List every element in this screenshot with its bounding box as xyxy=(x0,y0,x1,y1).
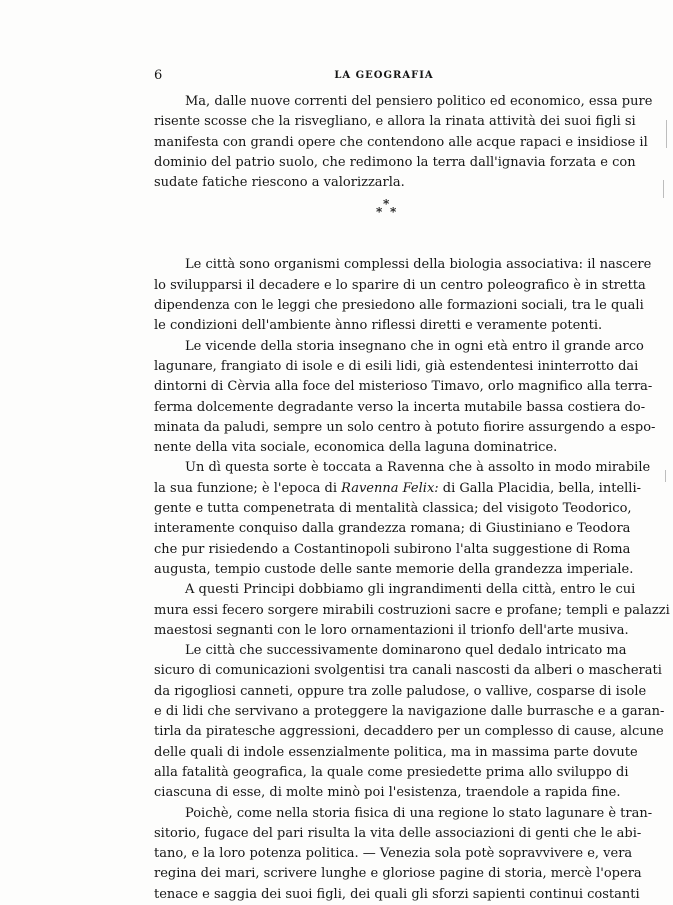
italic-title: Ravenna Felix: xyxy=(341,480,439,496)
paragraph-block-2 xyxy=(154,255,670,905)
text-line: lo svilupparsi il decadere e lo sparire di un centro poleografico è in stretta xyxy=(154,277,646,293)
asterism-star-left: * xyxy=(376,205,383,219)
text-line: le condizioni dell'ambiente ànno riflessi diretti e veramente potenti. xyxy=(154,318,603,334)
text-line: manifesta con grandi opere che contendono alle acque rapaci e insidiose il xyxy=(154,134,648,150)
text-line: nente della vita sociale, economica della laguna dominatrice. xyxy=(154,440,558,456)
text-line: Poichè, come nella storia fisica di una regione lo stato lagunare è tran- xyxy=(185,805,653,821)
text-line: minata da paludi, sempre un solo centro à potuto fiorire assurgendo a espo- xyxy=(154,419,656,435)
text-line: ciascuna di esse, di molte minò poi l'esistenza, traendole a rapida fine. xyxy=(154,785,621,801)
text-line: tano, e la loro potenza politica. — Venezia sola potè sopravvivere e, vera xyxy=(154,846,633,862)
text-run: di Galla Placidia, bella, intelli- xyxy=(438,480,641,496)
text-line: alla fatalità geografica, la quale come presiedette prima allo sviluppo di xyxy=(154,764,629,780)
scan-margin-mark xyxy=(666,120,667,148)
text-line: da rigogliosi canneti, oppure tra zolle paludose, o vallive, cosparse di isole xyxy=(154,683,647,699)
scan-margin-mark xyxy=(665,470,666,482)
asterism-star-right: * xyxy=(390,205,397,219)
text-line: regina dei mari, scrivere lunghe e gloriose pagine di storia, mercè l'opera xyxy=(154,866,642,882)
page-header xyxy=(154,68,614,86)
text-line: tenace e saggia dei suoi figli, dei quali gli sforzi sapienti continui costanti xyxy=(154,886,640,902)
scan-margin-mark xyxy=(663,180,664,198)
text-line: augusta, tempio custode delle sante memorie della grandezza imperiale. xyxy=(154,561,634,577)
text-line: interamente conquiso dalla grandezza romana; di Giustiniano e Teodora xyxy=(154,521,631,537)
text-line xyxy=(154,479,641,499)
text-line: sitorio, fugace del pari risulta la vita delle associazioni di genti che le abi- xyxy=(154,825,642,841)
text-line: Le città sono organismi complessi della biologia associativa: il nascere xyxy=(185,257,652,273)
text-line: Un dì questa sorte è toccata a Ravenna che à assolto in modo mirabile xyxy=(185,460,651,476)
text-line: maestosi segnanti con le loro ornamentazioni il trionfo dell'arte musiva. xyxy=(154,622,629,638)
text-line: sudate fatiche riescono a valorizzarla. xyxy=(154,175,405,191)
text-line: dominio del patrio suolo, che redimono la terra dall'ignavia forzata e con xyxy=(154,154,636,170)
text-line: dipendenza con le leggi che presiedono alle formazioni sociali, tra le quali xyxy=(154,298,644,314)
text-line: delle quali di indole essenzialmente politica, ma in massima parte dovute xyxy=(154,744,638,760)
text-line: mura essi fecero sorgere mirabili costruzioni sacre e profane; templi e palazzi xyxy=(154,602,670,618)
text-run: la sua funzione; è l'epoca di xyxy=(154,480,342,496)
text-line: sicuro di comunicazioni svolgentisi tra canali nascosti da alberi o mascherati xyxy=(154,663,662,679)
text-line: A questi Principi dobbiamo gli ingrandimenti della città, entro le cui xyxy=(185,582,636,598)
text-line: Ma, dalle nuove correnti del pensiero politico ed economico, essa pure xyxy=(185,94,653,109)
text-line: lagunare, frangiato di isole e di esili lidi, già estendentesi ininterrotto dai xyxy=(154,358,639,374)
text-line: dintorni di Cèrvia alla foce del misterioso Timavo, orlo magnifico alla terra- xyxy=(154,379,653,395)
text-line: e di lidi che servivano a proteggere la navigazione dalle burrasche e a garan- xyxy=(154,704,665,720)
paragraph-block-1 xyxy=(154,92,653,193)
text-line: Le città che successivamente dominarono quel dedalo intricato ma xyxy=(185,643,627,659)
page-number: 6 xyxy=(154,68,163,83)
text-line: ferma dolcemente degradante verso la incerta mutabile bassa costiera do- xyxy=(154,399,646,415)
text-line: gente e tutta compenetrata di mentalità classica; del visigoto Teodorico, xyxy=(154,501,632,517)
asterism-ornament xyxy=(376,198,398,222)
running-title: LA GEOGRAFIA xyxy=(334,70,434,81)
text-line: Le vicende della storia insegnano che in ogni età entro il grande arco xyxy=(185,338,644,354)
text-line: risente scosse che la risvegliano, e allora la rinata attività dei suoi figli si xyxy=(154,114,636,130)
asterism-star-top: * xyxy=(383,197,390,211)
text-line: che pur risiedendo a Costantinopoli subirono l'alta suggestione di Roma xyxy=(154,541,631,557)
text-line: tirla da piratesche aggressioni, decaddero per un complesso di cause, alcune xyxy=(154,724,664,740)
